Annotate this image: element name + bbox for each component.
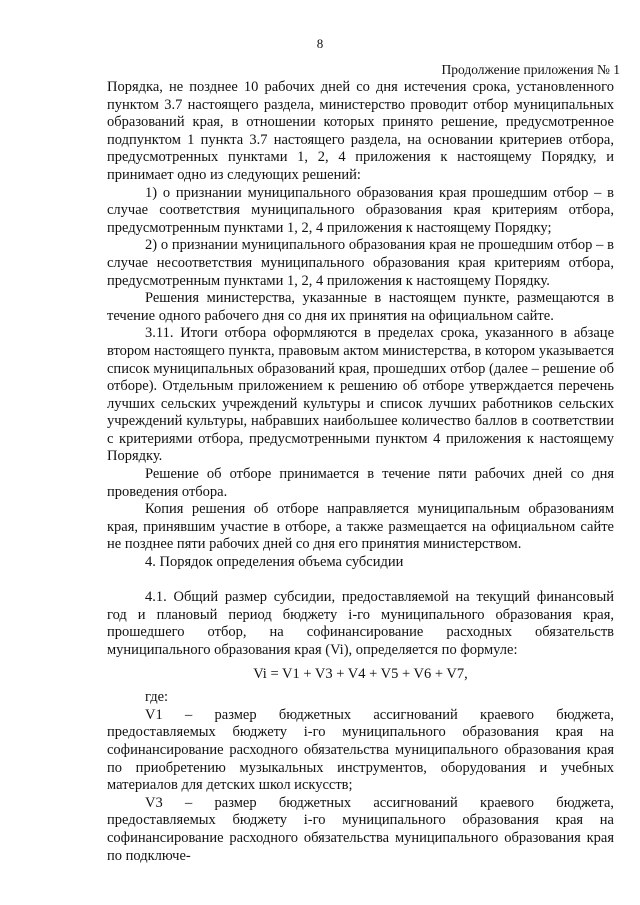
subsidy-formula: Vi = V1 + V3 + V4 + V5 + V6 + V7,: [253, 665, 468, 682]
paragraph-decisions-published: Решения министерства, указанные в настоящем пункте, размещаются в течение одного рабочего дня со дня их принятия на официальном сайте.: [107, 290, 614, 324]
section-heading: 4. Порядок определения объема субсидии: [145, 554, 404, 571]
paragraph-decision-copy: Копия решения об отборе направляется муниципальным образованиям края, принявшим участие в отборе, а также размещается на официальном сайте не позднее пяти рабочих дней со дня его принятия министерством.: [107, 501, 614, 553]
paragraph-continuation: Порядка, не позднее 10 рабочих дней со дня истечения срока, установленного пунктом 3.7 настоящего раздела, министерство проводит отбор муниципальных образований края, в отношении которых принято решение, предусмотренное подпунктом 1 пункта 3.7 настоящего раздела, на основании критериев отбора, предусмотренных пунктами 1, 2, 4 приложения к настоящему Порядку, и принимает одно из следующих решений:: [107, 79, 614, 183]
document-body: [107, 79, 614, 865]
definition-v1: V1 – размер бюджетных ассигнований краевого бюджета, предоставляемых бюджету i-го муниципального образования края на софинансирование расходного обязательства муниципального образования края по приобретению музыкальных инструментов, оборудования и учебных материалов для детских школ искусств;: [107, 706, 614, 794]
paragraph-decision-timing: Решение об отборе принимается в течение пяти рабочих дней со дня проведения отбора.: [107, 466, 614, 500]
paragraph-item-1: 1) о признании муниципального образования края прошедшим отбор – в случае соответствия муниципального образования края критериям отбора, предусмотренным пунктами 1, 2, 4 приложения к настоящему Порядку;: [107, 184, 614, 236]
spacer: [107, 572, 614, 590]
page-number: 8: [316, 36, 324, 51]
paragraph-3-11: 3.11. Итоги отбора оформляются в пределах срока, указанного в абзаце втором настоящего пункта, правовым актом министерства, в котором указывается список муниципальных образований края, прошедших отбор (далее – решение об отборе). Отдельным приложением к решению об отборе утверждается перечень лучших сельских учреждений культуры и список лучших работников сельских учреждений культуры, набравших наибольшее количество баллов в соответствии с критериями отбора, предусмотренными пунктом 4 приложения к настоящему Порядку.: [107, 325, 614, 465]
running-header: Продолжение приложения № 1: [441, 62, 620, 77]
definition-v3: V3 – размер бюджетных ассигнований краевого бюджета, предоставляемых бюджету i-го муниципального образования края на софинансирование расходного обязательства муниципального образования края по подключе-: [107, 794, 614, 864]
where-label: где:: [145, 689, 169, 706]
paragraph-4-1: 4.1. Общий размер субсидии, предоставляемой на текущий финансовый год и плановый период бюджету i-го муниципального образования края, прошедшего отбор, на софинансирование расходных обязательств муниципального образования края (Vi), определяется по формуле:: [107, 589, 614, 658]
paragraph-item-2: 2) о признании муниципального образования края не прошедшим отбор – в случае несоответствия муниципального образования края критериям отбора, предусмотренным пунктами 1, 2, 4 приложения к настоящему Порядку.: [107, 237, 614, 289]
